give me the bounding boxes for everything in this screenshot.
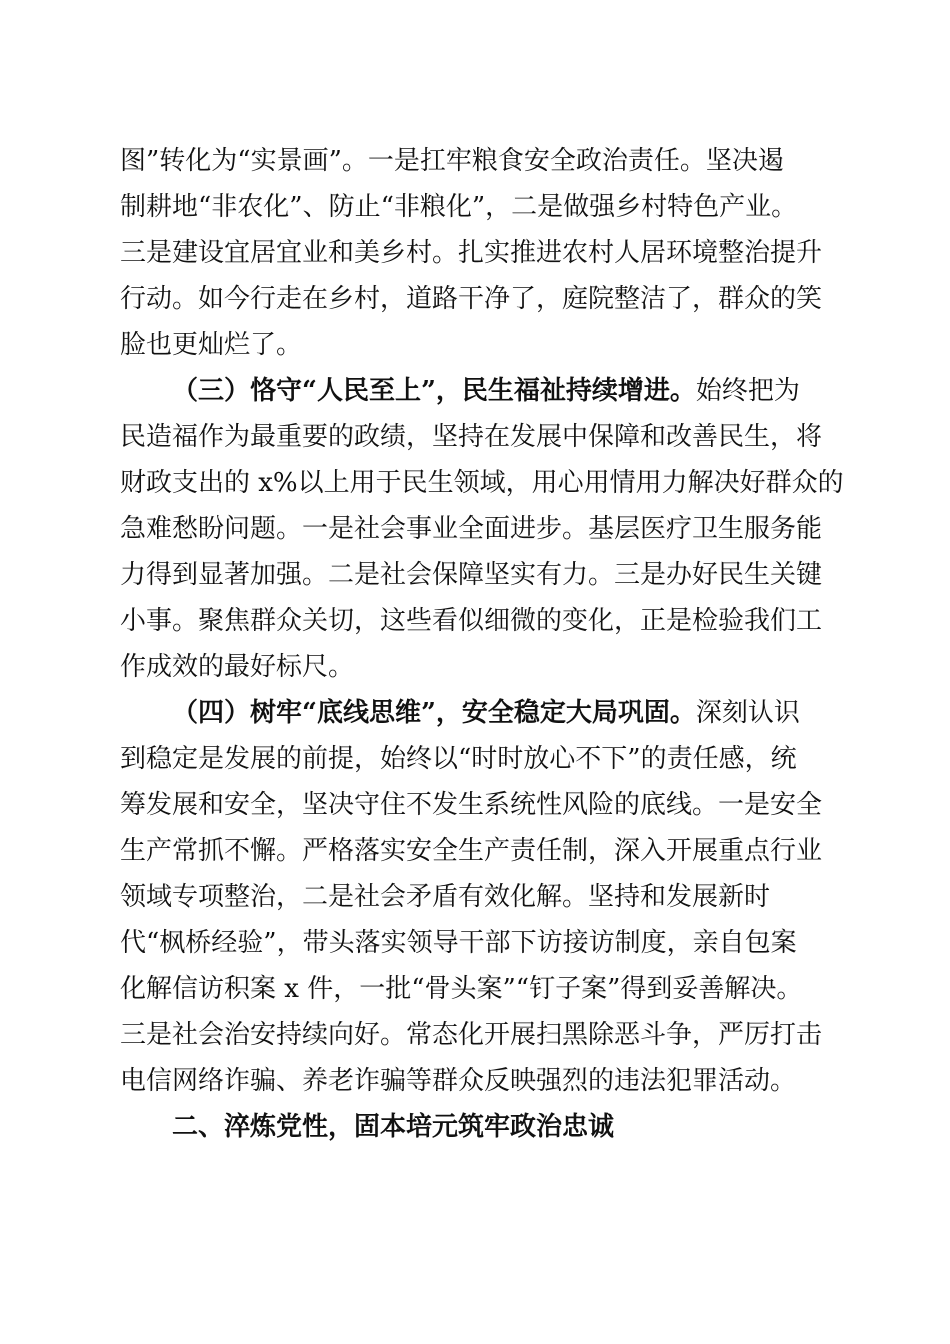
subheading: （四）树牢“底线思维”，安全稳定大局巩固。	[172, 698, 696, 728]
text-line: 脸也更灿烂了。	[120, 330, 303, 360]
text-line: 急难愁盼问题。一是社会事业全面进步。基层医疗卫生服务能	[120, 514, 823, 544]
text-line: 行动。如今行走在乡村，道路干净了，庭院整洁了，群众的笑	[120, 284, 823, 314]
text-line: 制耕地“非农化”、防止“非粮化”，二是做强乡村特色产业。	[120, 192, 798, 222]
text-line: 代“枫桥经验”，带头落实领导干部下访接访制度，亲自包案	[120, 928, 797, 958]
text-line: 三是社会治安持续向好。常态化开展扫黑除恶斗争，严厉打击	[120, 1020, 823, 1050]
text-line: 三是建设宜居宜业和美乡村。扎实推进农村人居环境整治提升	[120, 238, 823, 268]
paragraph-text: 深刻认识	[695, 698, 800, 728]
text-line: 化解信访积案 x 件，一批“骨头案”“钉子案”得到妥善解决。	[120, 974, 803, 1004]
text-line: 生产常抓不懈。严格落实安全生产责任制，深入开展重点行业	[120, 836, 823, 866]
paragraph-text: 始终把为	[695, 376, 800, 406]
section-heading: 二、淬炼党性，固本培元筑牢政治忠诚	[172, 1112, 615, 1142]
text-line: 到稳定是发展的前提，始终以“时时放心不下”的责任感，统	[120, 744, 797, 774]
text-line: 图”转化为“实景画”。一是扛牢粮食安全政治责任。坚决遏	[120, 146, 784, 176]
text-line: 小事。聚焦群众关切，这些看似细微的变化，正是检验我们工	[120, 606, 823, 636]
text-line: 领域专项整治，二是社会矛盾有效化解。坚持和发展新时	[120, 882, 771, 912]
text-line: 民造福作为最重要的政绩，坚持在发展中保障和改善民生，将	[120, 422, 823, 452]
text-line: 筹发展和安全，坚决守住不发生系统性风险的底线。一是安全	[120, 790, 823, 820]
paragraph-first-line	[172, 375, 800, 407]
text-line: 作成效的最好标尺。	[120, 652, 355, 682]
text-line: 电信网络诈骗、养老诈骗等群众反映强烈的违法犯罪活动。	[120, 1066, 797, 1096]
text-line: 财政支出的 x%以上用于民生领域，用心用情用力解决好群众的	[120, 468, 844, 498]
subheading: （三）恪守“人民至上”，民生福祉持续增进。	[172, 376, 696, 406]
paragraph-first-line	[172, 697, 800, 729]
text-line: 力得到显著加强。二是社会保障坚实有力。三是办好民生关键	[120, 560, 823, 590]
